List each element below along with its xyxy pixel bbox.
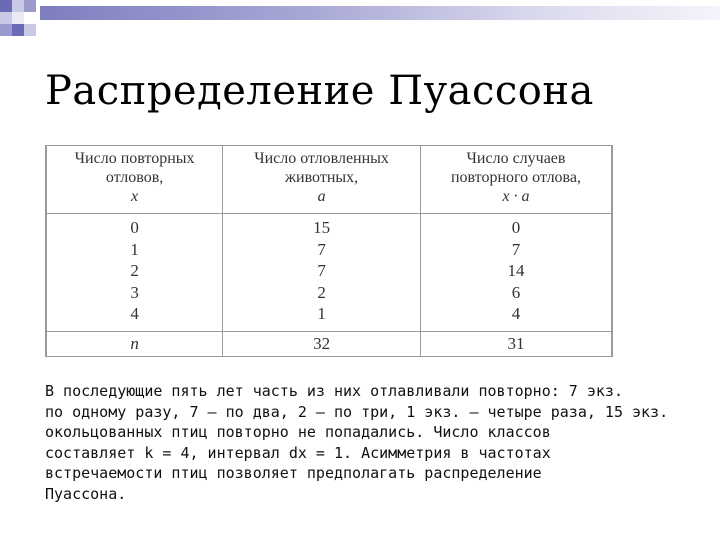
header-line: Число отловленных: [254, 150, 389, 167]
column-header-animals: [223, 146, 421, 214]
column-header-recaptures: [47, 146, 223, 214]
header-line: животных,: [284, 169, 359, 186]
table-cell: 14: [507, 261, 525, 280]
header-line: Число случаев: [466, 150, 566, 167]
top-decor-band: [40, 6, 720, 20]
table-cell: 1: [130, 239, 139, 259]
paragraph-line: Пуассона.: [45, 484, 127, 503]
slide-title: Распределение Пуассона: [45, 68, 594, 114]
table-cell: 1: [317, 304, 326, 323]
paragraph-line: В последующие пять лет часть из них отлавливали повторно: 7 экз.: [45, 382, 623, 400]
header-line: Число повторных: [74, 150, 195, 167]
data-table: [45, 145, 613, 357]
decor-square: [0, 12, 12, 24]
table-cell: 6: [511, 282, 521, 302]
table-cell: 7: [317, 239, 326, 259]
header-line: отловов,: [105, 169, 164, 186]
table-cell: 0: [130, 218, 139, 237]
header-symbol: x · a: [502, 188, 530, 205]
column-values-xa: [420, 214, 611, 332]
decor-square: [12, 12, 24, 24]
table-cell: 7: [511, 239, 521, 259]
total-label: n: [47, 332, 223, 357]
table-cell: 3: [130, 282, 139, 302]
description-paragraph: [45, 381, 685, 504]
paragraph-line: окольцованных птиц повторно не попадались. Число классов: [45, 423, 551, 441]
column-header-cases: [420, 146, 611, 214]
column-values-x: [47, 214, 223, 332]
table-cell: 2: [317, 282, 326, 302]
decor-square: [12, 24, 24, 36]
table-cell: 2: [130, 261, 139, 280]
decor-square: [0, 0, 12, 12]
column-values-a: [223, 214, 421, 332]
paragraph-line: по одному разу, 7 – по два, 2 – по три, 1 экз. – четыре раза, 15 экз.: [45, 402, 669, 421]
table-cell: 7: [317, 261, 326, 280]
header-symbol: x: [131, 188, 139, 205]
decor-square: [12, 0, 24, 12]
table-cell: 15: [313, 218, 331, 237]
decor-square: [0, 24, 12, 36]
paragraph-line: встречаемости птиц позволяет предполагать распределение: [45, 464, 542, 482]
decor-square: [24, 0, 36, 12]
header-symbol: a: [317, 188, 326, 205]
table-cell: 0: [511, 218, 521, 237]
total-animals: 32: [223, 332, 421, 357]
decor-square: [24, 24, 36, 36]
table-cell: 4: [130, 304, 139, 323]
header-line: повторного отлова,: [450, 169, 581, 186]
paragraph-line: составляет k = 4, интервал dx = 1. Асимметрия в частотах: [45, 443, 551, 462]
table-cell: 4: [511, 304, 521, 323]
total-cases: 31: [420, 332, 611, 357]
